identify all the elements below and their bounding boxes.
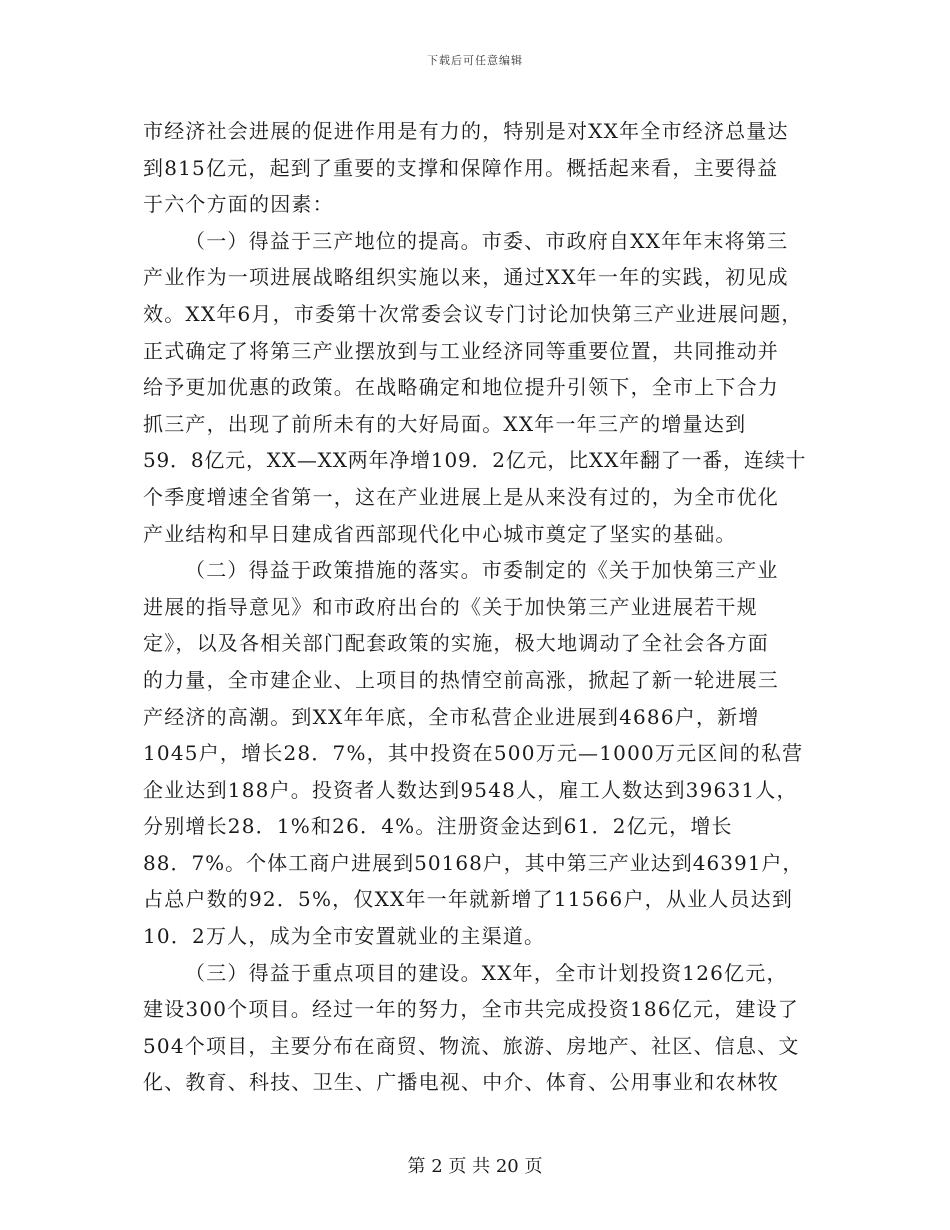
text-line: 产业结构和早日建成省西部现代化中心城市奠定了坚实的基础。 bbox=[143, 521, 737, 546]
text-line: 占总户数的92．5%，仅XX年一年就新增了11566户，从业人员达到 bbox=[143, 887, 794, 912]
text-line: 效。XX年6月，市委第十次常委会议专门讨论加快第三产业进展问题， bbox=[143, 301, 803, 326]
text-line: 产业作为一项进展战略组织实施以来，通过XX年一年的实践，初见成 bbox=[143, 265, 789, 290]
page-number-footer: 第 2 页 共 20 页 bbox=[407, 1156, 543, 1177]
text-line: 的力量，全市建企业、上项目的热情空前高涨，掀起了新一轮进展三 bbox=[143, 667, 779, 692]
text-line: 市经济社会进展的促进作用是有力的，特别是对XX年全市经济总量达 bbox=[143, 119, 789, 143]
text-line: 建设300个项目。经过一年的努力，全市共完成投资186亿元，建设了 bbox=[143, 997, 799, 1022]
text-line: 到815亿元，起到了重要的支撑和保障作用。概括起来看，主要得益 bbox=[143, 155, 779, 180]
text-line: 个季度增速全省第一，这在产业进展上是从来没有过的，为全市优化 bbox=[143, 484, 779, 509]
text-line: 给予更加优惠的政策。在战略确定和地位提升引领下，全市上下合力 bbox=[143, 375, 779, 400]
text-line: 抓三产，出现了前所未有的大好局面。XX年一年三产的增量达到 bbox=[143, 411, 747, 436]
text-line: 1045户，增长28．7%，其中投资在500万元—1000万元区间的私营 bbox=[143, 741, 804, 766]
document-body bbox=[143, 113, 807, 1101]
text-line: 化、教育、科技、卫生、广播电视、中介、体育、公用事业和农林牧 bbox=[143, 1070, 779, 1095]
page-header: 下载后可任意编辑 bbox=[427, 54, 523, 67]
text-line: 产经济的高潮。到XX年年底，全市私营企业进展到4686户，新增 bbox=[143, 704, 760, 729]
text-line: 10．2万人，成为全市安置就业的主渠道。 bbox=[143, 924, 546, 949]
text-line: 正式确定了将第三产业摆放到与工业经济同等重要位置，共同推动并 bbox=[143, 338, 779, 363]
text-line: 进展的指导意见》和市政府出台的《关于加快第三产业进展若干规 bbox=[143, 594, 758, 619]
paragraph-first-line: （二）得益于政策措施的落实。市委制定的《关于加快第三产业 bbox=[185, 558, 779, 583]
text-line: 分别增长28．1%和26．4%。注册资金达到61．2亿元，增长 bbox=[143, 814, 733, 839]
text-line: 504个项目，主要分布在商贸、物流、旅游、房地产、社区、信息、文 bbox=[143, 1033, 800, 1058]
text-line: 于六个方面的因素： bbox=[143, 192, 334, 217]
text-line: 88．7%。个体工商户进展到50168户，其中第三产业达到46391户， bbox=[143, 850, 804, 875]
paragraph-first-line: （一）得益于三产地位的提高。市委、市政府自XX年年末将第三 bbox=[185, 228, 789, 253]
text-line: 定》，以及各相关部门配套政策的实施，极大地调动了全社会各方面 bbox=[143, 631, 769, 656]
text-line: 59．8亿元，XX—XX两年净增109．2亿元，比XX年翻了一番，连续十 bbox=[143, 448, 807, 473]
text-line: 企业达到188户。投资者人数达到9548人，雇工人数达到39631人， bbox=[143, 777, 798, 802]
paragraph-first-line: （三）得益于重点项目的建设。XX年，全市计划投资126亿元， bbox=[185, 960, 788, 985]
